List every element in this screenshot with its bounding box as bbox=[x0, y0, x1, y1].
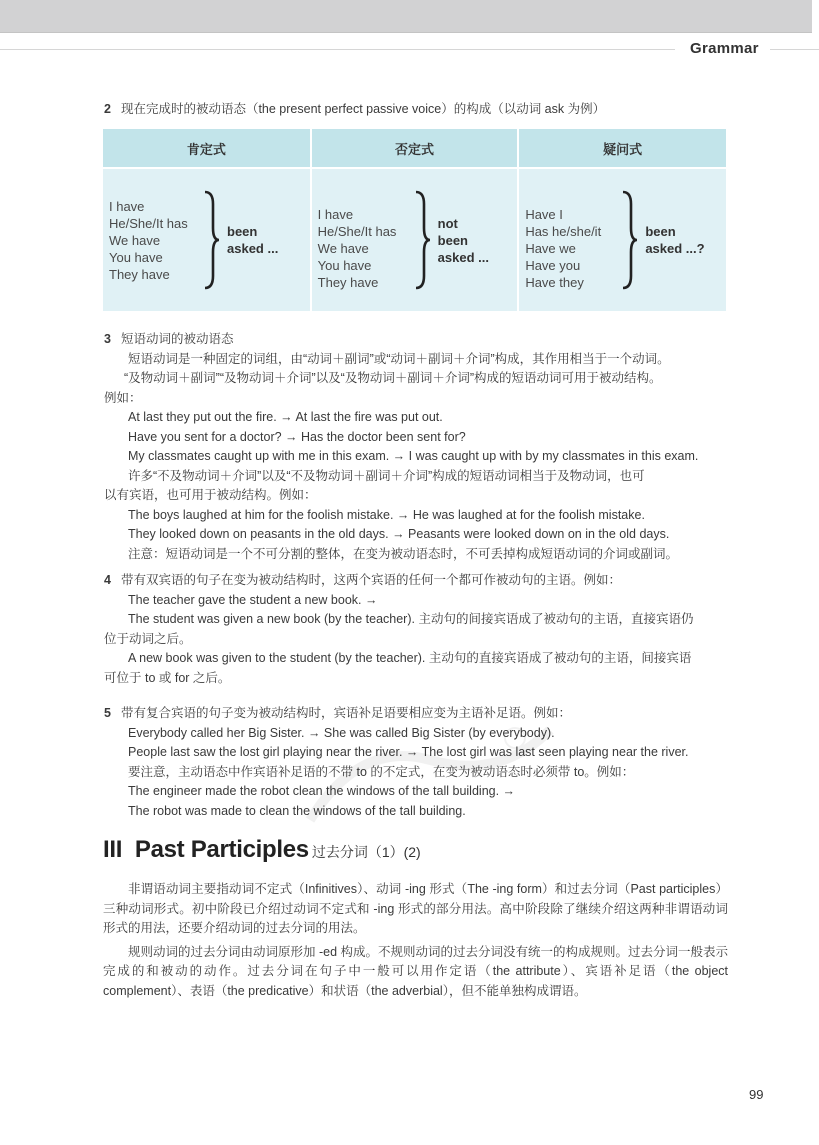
verb-line: asked ... bbox=[227, 241, 279, 256]
top-gray-band bbox=[0, 0, 812, 33]
example-sentence: At last they put out the fire. → At last the fire was put out. bbox=[128, 410, 443, 424]
cell-interrogative bbox=[518, 168, 726, 311]
example-sentence: They looked down on peasants in the old days. → Peasants were looked down on in the old days. bbox=[128, 527, 670, 541]
part-body bbox=[103, 880, 728, 1006]
section-3-heading bbox=[104, 330, 729, 350]
right-brace-icon bbox=[203, 190, 221, 290]
verb-phrase bbox=[438, 215, 489, 266]
subject: They have bbox=[109, 266, 170, 282]
body-line: “及物动词＋副词”“及物动词＋介词”以及“及物动词＋副词＋介词”构成的短语动词可用于被动结构。 bbox=[124, 371, 662, 385]
paragraph: 规则动词的过去分词由动词原形加 -ed 构成。不规则动词的过去分词没有统一的构成规则。过去分词一般表示完成的和被动的动作。过去分词在句子中一般可以用作定语（the attribute）、宾语补足语（the object complement）、表语（the predicative）和状语（the adverbial），但不能单独构成谓语。 bbox=[103, 944, 729, 998]
body-line: 位于动词之后。 bbox=[104, 631, 192, 646]
verb-line: not bbox=[437, 215, 458, 231]
part-heading bbox=[103, 836, 421, 864]
header-rule-left bbox=[0, 49, 675, 50]
subject: They have bbox=[317, 274, 379, 290]
subject: He/She/It has bbox=[317, 223, 397, 239]
subject-list bbox=[109, 198, 203, 283]
subject: Have you bbox=[525, 257, 581, 273]
subject-list bbox=[525, 190, 619, 291]
subject: We have bbox=[317, 240, 369, 256]
column-header-negative: 否定式 bbox=[311, 129, 519, 168]
cell-negative bbox=[311, 168, 519, 311]
section-number: 2 bbox=[104, 102, 111, 116]
section-title: 现在完成时的被动语态（the present perfect passive voice）的构成（以动词 ask 为例） bbox=[120, 102, 606, 116]
example-sentence: My classmates caught up with me in this exam. → I was caught up with by my classmates in this exam. bbox=[128, 449, 699, 463]
verb-line: been bbox=[227, 224, 258, 239]
section-number: 3 bbox=[104, 332, 111, 346]
section-4-heading bbox=[104, 571, 729, 591]
section-4 bbox=[104, 571, 729, 688]
verb-line: been bbox=[437, 232, 468, 248]
section-number: 5 bbox=[104, 706, 111, 720]
header-rule-right bbox=[770, 49, 819, 50]
verb-line: asked ...? bbox=[645, 241, 705, 256]
cell-affirmative bbox=[103, 168, 311, 311]
example-sentence: Everybody called her Big Sister. → She was called Big Sister (by everybody). bbox=[128, 725, 555, 740]
example-sentence: The teacher gave the student a new book. → bbox=[128, 592, 378, 607]
conjugation-table bbox=[103, 129, 726, 311]
body-line: A new book was given to the student (by the teacher). 主动句的直接宾语成了被动句的主语，间接宾语 bbox=[128, 651, 692, 665]
column-header-interrogative: 疑问式 bbox=[518, 129, 726, 168]
right-brace-icon bbox=[414, 190, 432, 290]
body-line: 可位于 to 或 for 之后。 bbox=[104, 670, 231, 685]
column-header-affirmative: 肯定式 bbox=[103, 129, 311, 168]
subject-list bbox=[318, 190, 412, 291]
verb-phrase bbox=[227, 223, 278, 257]
verb-line: asked ... bbox=[437, 249, 489, 265]
body-line: The student was given a new book (by the teacher). 主动句的间接宾语成了被动句的主语，直接宾语仍 bbox=[128, 612, 694, 626]
body-line: 短语动词是一种固定的词组，由“动词＋副词”或“动词＋副词＋介词”构成，其作用相当于一个动词。 bbox=[128, 351, 670, 366]
body-line: 例如： bbox=[104, 390, 142, 405]
section-title: 带有复合宾语的句子变为被动结构时，宾语补足语要相应变为主语补足语。例如： bbox=[120, 706, 571, 720]
body-line: 要注意，主动语态中作宾语补足语的不带 to 的不定式，在变为被动语态时必须带 to。例如： bbox=[128, 764, 635, 779]
body-line: 以有宾语，也可用于被动结构。例如： bbox=[104, 488, 317, 502]
section-title: 带有双宾语的句子在变为被动结构时，这两个宾语的任何一个都可作被动句的主语。例如： bbox=[120, 573, 621, 587]
body-line: 许多“不及物动词＋介词”以及“不及物动词＋副词＋介词”构成的短语动词相当于及物动词，也可 bbox=[128, 468, 645, 483]
running-header-title: Grammar bbox=[690, 40, 759, 57]
part-title: Past Participles bbox=[134, 836, 309, 863]
subject: You have bbox=[317, 257, 372, 273]
verb-line: been bbox=[645, 224, 676, 239]
subject: Have we bbox=[525, 240, 576, 256]
page-number: 99 bbox=[749, 1087, 764, 1102]
part-title-cn: 过去分词（1）(2) bbox=[311, 844, 421, 860]
section-number: 4 bbox=[104, 573, 111, 587]
section-2-heading bbox=[104, 99, 605, 117]
example-sentence: Have you sent for a doctor? → Has the doctor been sent for? bbox=[128, 429, 466, 444]
paragraph: 非谓语动词主要指动词不定式（Infinitives）、动词 -ing 形式（The -ing form）和过去分词（Past participles）三种动词形式。初中阶段已介绍过动词不定式和 -ing 形式的部分用法。高中阶段除了继续介绍这两种非谓语动词形式的用法，还要介绍动词的过去分词的用法。 bbox=[103, 882, 728, 936]
subject: We have bbox=[109, 232, 161, 248]
subject: He/She/It has bbox=[109, 215, 188, 231]
note-line: 注意：短语动词是一个不可分割的整体，在变为被动语态时，不可丢掉构成短语动词的介词或副词。 bbox=[128, 546, 679, 561]
subject: Have I bbox=[525, 206, 563, 222]
example-sentence: The engineer made the robot clean the windows of the tall building. → bbox=[128, 784, 516, 798]
subject: Have they bbox=[525, 274, 584, 290]
subject: I have bbox=[109, 198, 145, 214]
verb-phrase bbox=[645, 223, 704, 257]
part-numeral: III bbox=[103, 836, 123, 863]
example-sentence: People last saw the lost girl playing near the river. → The lost girl was last seen playing near the river. bbox=[128, 745, 689, 759]
section-title: 短语动词的被动语态 bbox=[120, 332, 234, 346]
right-brace-icon bbox=[621, 190, 639, 290]
subject: Has he/she/it bbox=[525, 223, 602, 239]
subject: You have bbox=[109, 249, 163, 265]
watermark-logo bbox=[300, 720, 560, 830]
example-sentence: The boys laughed at him for the foolish mistake. → He was laughed at for the foolish mistake. bbox=[128, 507, 645, 522]
section-3 bbox=[104, 330, 729, 564]
example-sentence: The robot was made to clean the windows of the tall building. bbox=[128, 803, 466, 818]
subject: I have bbox=[317, 206, 354, 222]
